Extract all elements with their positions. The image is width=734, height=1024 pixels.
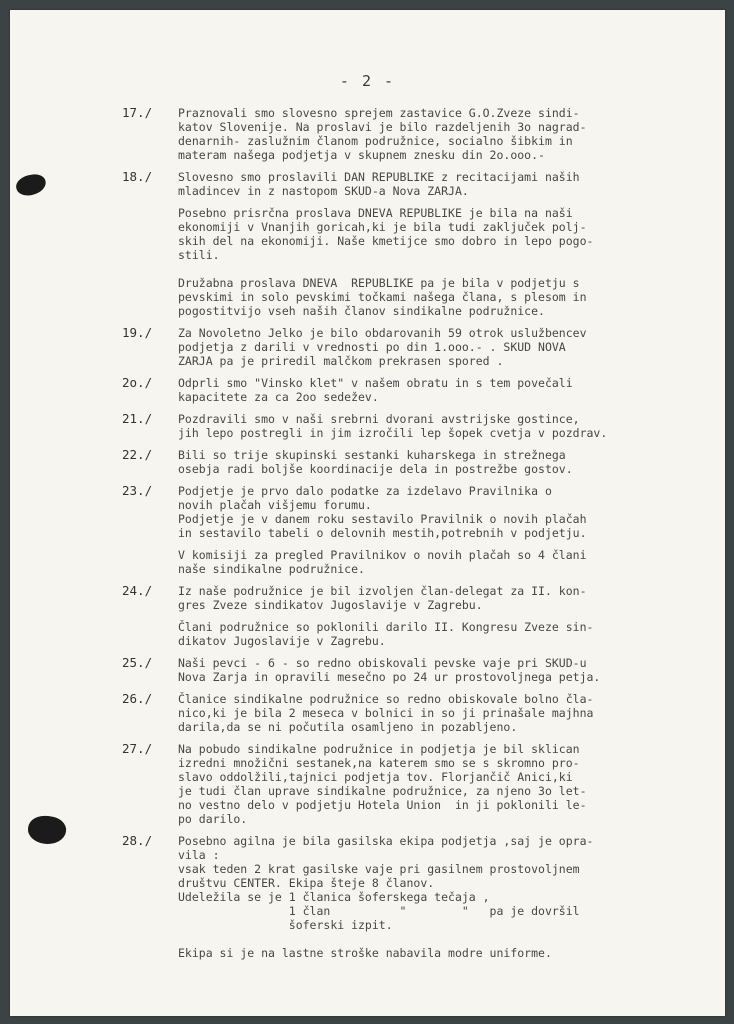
item-number: 24./ — [122, 583, 153, 598]
item-number: 23./ — [122, 483, 153, 498]
item-paragraph: Naši pevci - 6 - so redno obiskovali pevske vaje pri SKUD-u Nova Zarja in opravili mesečno po 24 ur prostovoljnega petja. — [178, 656, 601, 684]
report-item — [122, 376, 722, 404]
item-paragraph: Praznovali smo slovesno sprejem zastavice G.O.Zveze sindi- katov Slovenije. Na proslavi je bilo razdeljenih 3o nagrad- denarnih- zaslužnim članom podružnice, socialno šibkim in materam našega podjetja v skupnem znesku din 2o.ooo.- — [178, 106, 587, 162]
item-number: 22./ — [122, 447, 153, 462]
item-paragraph: V komisiji za pregled Pravilnikov o novih plačah so 4 člani naše sindikalne podružnice. — [178, 548, 587, 576]
item-paragraph: Za Novoletno Jelko je bilo obdarovanih 59 otrok uslužbencev podjetja z darili v vrednosti po din 1.ooo.- . SKUD NOVA ZARJA pa je priredil malčkom prekrasen spored . — [178, 326, 587, 368]
item-paragraph: Ekipa si je na lastne stroške nabavila modre uniforme. — [178, 946, 552, 960]
report-item — [122, 448, 722, 476]
report-item — [122, 412, 722, 440]
report-item — [122, 834, 722, 960]
item-number: 25./ — [122, 655, 153, 670]
page-number: - 2 - — [339, 72, 396, 90]
item-paragraph: Posebno agilna je bila gasilska ekipa podjetja ,saj je opra- vila : vsak teden 2 krat gasilske vaje pri gasilnem prostovoljnem društvu CENTER. Ekipa šteje 8 članov. Udeležila se je 1 članica šoferskega tečaja , 1 član " " pa je dovršil šoferski izpit. — [178, 834, 594, 932]
document-page — [10, 10, 725, 1016]
item-number: 18./ — [122, 169, 153, 184]
item-paragraph: Člani podružnice so poklonili darilo II. Kongresu Zveze sin- dikatov Jugoslavije v Zagrebu. — [178, 620, 594, 648]
report-item — [122, 170, 722, 318]
punch-hole-bottom — [26, 813, 68, 846]
report-item — [122, 326, 722, 368]
item-paragraph: Bili so trije skupinski sestanki kuharskega in strežnega osebja radi boljše koordinacije dela in postrežbe gostov. — [178, 448, 573, 476]
report-item — [122, 656, 722, 684]
item-paragraph: Iz naše podružnice je bil izvoljen član-delegat za II. kon- gres Zveze sindikatov Jugoslavije v Zagrebu. — [178, 584, 587, 612]
item-number: 17./ — [122, 105, 153, 120]
item-number: 27./ — [122, 741, 153, 756]
report-body — [122, 106, 722, 968]
item-paragraph: Odprli smo "Vinsko klet" v našem obratu in s tem povečali kapacitete za ca 2oo sedežev. — [178, 376, 573, 404]
item-paragraph: Podjetje je prvo dalo podatke za izdelavo Pravilnika o novih plačah višjemu forumu. Podjetje je v danem roku sestavilo Pravilnik o novih plačah in sestavilo tabeli o delovnih mestih,potrebnih v podjetju. — [178, 484, 587, 540]
item-paragraph: Posebno prisrčna proslava DNEVA REPUBLIKE je bila na naši ekonomiji v Vnanjih goricah,ki je bila tudi zaključek polj- skih del na ekonomiji. Naše kmetijce smo dobro in lepo pogo- stili. — [178, 206, 594, 262]
report-item — [122, 742, 722, 826]
report-item — [122, 106, 722, 162]
item-number: 26./ — [122, 691, 153, 706]
item-paragraph: Na pobudo sindikalne podružnice in podjetja je bil sklican izredni množični sestanek,na katerem smo se s skromno pro- slavo oddolžili,tajnici podjetja tov. Florjančič Anici,ki je tudi član uprave sindikalne podružnice, za njeno 3o let- no vestno delo v podjetju Hotela Union in ji poklonili le- po darilo. — [178, 742, 587, 826]
item-paragraph: Članice sindikalne podružnice so redno obiskovale bolno čla- nico,ki je bila 2 meseca v bolnici in so ji prinašale majhna darila,da se ni počutila osamljeno in pozabljeno. — [178, 692, 594, 734]
punch-hole-top — [14, 172, 48, 198]
report-item — [122, 584, 722, 648]
item-paragraph: Družabna proslava DNEVA REPUBLIKE pa je bila v podjetju s pevskimi in solo pevskimi točkami našega člana, s plesom in pogostitvijo vseh naših članov sindikalne podružnice. — [178, 276, 587, 318]
item-number: 21./ — [122, 411, 153, 426]
item-paragraph: Slovesno smo proslavili DAN REPUBLIKE z recitacijami naših mladincev in z nastopom SKUD-a Nova ZARJA. — [178, 170, 580, 198]
report-item — [122, 692, 722, 734]
item-number: 2o./ — [122, 375, 153, 390]
item-number: 28./ — [122, 833, 153, 848]
report-item — [122, 484, 722, 576]
item-paragraph: Pozdravili smo v naši srebrni dvorani avstrijske gostince, jih lepo postregli in jim izročili lep šopek cvetja v pozdrav. — [178, 412, 608, 440]
item-number: 19./ — [122, 325, 153, 340]
